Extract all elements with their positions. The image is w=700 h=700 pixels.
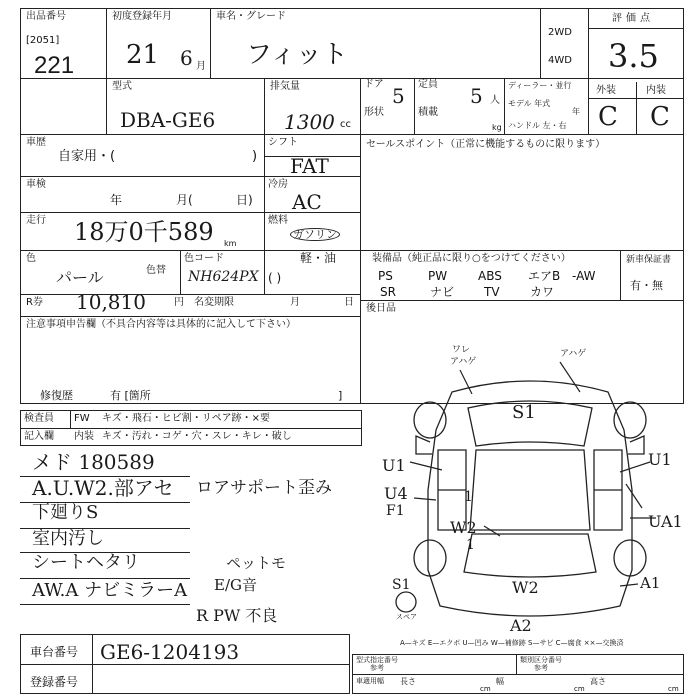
cm-3: cm bbox=[668, 685, 679, 693]
equip-r2-3: カワ bbox=[530, 285, 555, 299]
note-right-line: ロアサポート歪み bbox=[196, 478, 332, 498]
notes-label: 注意事項申告欄（不具合内容等は具体的に記入して下さい） bbox=[26, 319, 296, 330]
shaken-label: 車検 bbox=[26, 179, 46, 190]
fuel-options: 軽・油 bbox=[300, 251, 337, 265]
note-line: AW.A ナビミラーA bbox=[32, 580, 188, 601]
ac-value: AC bbox=[292, 190, 322, 214]
note-right-line: E/G音 bbox=[214, 576, 257, 594]
first-reg-year: 21 bbox=[126, 40, 160, 70]
fuel-label: 燃料 bbox=[268, 215, 288, 226]
ref-label: 参考 bbox=[370, 664, 384, 672]
note-line: A.U.W2.部アセ bbox=[32, 476, 174, 500]
capacity-label: 定員 bbox=[418, 79, 438, 90]
repair-value: 有 [箇所 bbox=[110, 389, 151, 402]
equip-r1-1: PW bbox=[428, 269, 448, 283]
mark-w2-center: W2 bbox=[450, 518, 477, 537]
shaken-year: 年 bbox=[110, 193, 123, 207]
repair-close: ] bbox=[338, 389, 343, 402]
shift-label: シフト bbox=[268, 137, 298, 148]
recycle-label: R券 bbox=[26, 297, 43, 308]
equip-r1-4: -AW bbox=[572, 269, 596, 283]
equipment-label: 装備品（純正品に限り○をつけてください） bbox=[372, 253, 571, 264]
inspector-label: 検査員 bbox=[24, 413, 54, 424]
reg-label: 登録番号 bbox=[30, 675, 79, 689]
history-value: 自家用・( bbox=[58, 149, 116, 164]
note-line: メド 180589 bbox=[32, 450, 155, 474]
mark-ua1: UA1 bbox=[648, 512, 683, 531]
lot-code: [2051] bbox=[26, 35, 60, 46]
lot-number: 221 bbox=[34, 52, 75, 79]
recycle-value: 10,810 bbox=[76, 290, 146, 314]
car-name-label: 車名・グレード bbox=[216, 11, 286, 22]
score-value: 3.5 bbox=[608, 37, 659, 75]
mark-w2-bottom: W2 bbox=[512, 578, 539, 597]
shape-label: 形状 bbox=[364, 107, 384, 118]
name-change-label: 名変期限 bbox=[194, 297, 234, 308]
model-year-label: モデル 年式 bbox=[508, 99, 551, 108]
handle-label: ハンドル 左・右 bbox=[508, 121, 567, 130]
fw-items: キズ・飛石・ヒビ割・リペア跡・×要 bbox=[102, 413, 270, 424]
kg-unit: kg bbox=[492, 123, 502, 132]
damage-legend: A—キズ E—エクボ U—凹み W—補修跡 S—サビ C—腐食 ××—交換済 bbox=[400, 639, 624, 647]
note-right-line: R PW 不良 bbox=[196, 606, 278, 625]
note-line: 室内汚し bbox=[32, 528, 104, 549]
mark-a1: A1 bbox=[640, 574, 661, 592]
shaken-day: 日) bbox=[236, 193, 253, 207]
chassis-value: GE6-1204193 bbox=[100, 640, 240, 664]
equip-r1-2: ABS bbox=[478, 269, 502, 283]
load-label: 積載 bbox=[418, 107, 438, 118]
mark-u1-right: U1 bbox=[648, 450, 672, 469]
shift-value: FAT bbox=[290, 154, 329, 178]
month-unit: 月 bbox=[196, 61, 206, 72]
score-label: 評価点 bbox=[612, 13, 654, 24]
mark-u1-left: U1 bbox=[382, 456, 406, 475]
fw-label: FW bbox=[74, 413, 90, 424]
fuel-value: ガソリン bbox=[290, 228, 340, 241]
color-value: パール bbox=[56, 268, 104, 287]
mark-1b: 1 bbox=[466, 537, 475, 553]
equip-r2-2: TV bbox=[484, 285, 500, 299]
km-unit: km bbox=[224, 239, 237, 248]
lot-label: 出品番号 bbox=[26, 11, 66, 22]
car-name: フィット bbox=[246, 40, 348, 70]
drive-2wd: 2WD bbox=[548, 27, 572, 38]
mileage-value: 18万0千589 bbox=[74, 218, 214, 246]
equip-r1-0: PS bbox=[378, 269, 393, 283]
name-change-month: 月 bbox=[290, 297, 300, 308]
cc-unit: cc bbox=[340, 119, 351, 130]
width-label: 幅 bbox=[496, 677, 504, 686]
ac-label: 冷房 bbox=[268, 179, 288, 190]
doors-label: ドア bbox=[364, 79, 384, 90]
note-line: 下廻りS bbox=[32, 502, 99, 523]
int-items: キズ・汚れ・コゲ・穴・スレ・キレ・破し bbox=[102, 431, 292, 442]
color-label: 色 bbox=[26, 253, 36, 264]
first-reg-month: 6 bbox=[180, 46, 193, 70]
mark-s1-bottom: S1 bbox=[392, 577, 411, 593]
dims-label: 車適用幅 bbox=[356, 677, 384, 685]
rear-seat-label: 後日品 bbox=[366, 303, 396, 314]
equip-r2-0: SR bbox=[380, 285, 396, 299]
warranty-value: 有・無 bbox=[630, 279, 663, 292]
color-no-label: 色替 bbox=[146, 265, 166, 276]
name-change-day: 日 bbox=[344, 297, 354, 308]
mark-top-left-1: ワレ bbox=[452, 345, 471, 355]
height-label: 高さ bbox=[590, 677, 606, 686]
interior-grade: C bbox=[650, 102, 670, 132]
history-close: ) bbox=[252, 149, 258, 164]
mark-u4: U4 bbox=[384, 484, 408, 503]
displacement-value: 1300 bbox=[284, 110, 335, 134]
first-reg-label: 初度登録年月 bbox=[112, 11, 172, 22]
int-label: 内装 bbox=[74, 431, 94, 442]
dealer-label: ディーラー・並行 bbox=[508, 81, 572, 90]
interior-label: 内装 bbox=[646, 85, 666, 96]
mark-top-right: アハゲ bbox=[560, 349, 587, 359]
mark-a2: A2 bbox=[510, 616, 532, 635]
repair-label: 修復歴 bbox=[40, 389, 73, 402]
fuel-paren: ( ) bbox=[268, 271, 282, 285]
equip-r2-1: ナビ bbox=[430, 285, 455, 299]
mark-f1: F1 bbox=[386, 503, 405, 519]
ref2-label: 参考 bbox=[534, 664, 548, 672]
mileage-label: 走行 bbox=[26, 215, 46, 226]
mark-s1: S1 bbox=[512, 402, 536, 423]
cm-2: cm bbox=[574, 685, 585, 693]
history-label: 車歴 bbox=[26, 137, 46, 148]
chassis-label: 車台番号 bbox=[30, 645, 79, 659]
length-label: 長さ bbox=[400, 677, 416, 686]
displacement-label: 排気量 bbox=[270, 81, 300, 92]
model-value: DBA-GE6 bbox=[120, 108, 216, 132]
cm-1: cm bbox=[480, 685, 491, 693]
note-line: シートヘタリ bbox=[32, 552, 140, 573]
person-unit: 人 bbox=[490, 95, 500, 106]
equip-r1-3: エアB bbox=[528, 269, 561, 283]
mark-top-left-2: アハゲ bbox=[450, 357, 477, 367]
exterior-grade: C bbox=[598, 102, 618, 132]
shaken-month: 月( bbox=[176, 193, 193, 207]
mark-1a: 1 bbox=[464, 489, 473, 505]
note-right-line: ペットモ bbox=[226, 554, 287, 572]
shape-cert-label: 型式指定番号 bbox=[356, 656, 398, 664]
yen-unit: 円 bbox=[174, 297, 184, 308]
sales-point-label: セールスポイント（正常に機能するものに限ります） bbox=[366, 139, 606, 150]
year-unit: 年 bbox=[572, 107, 580, 116]
exterior-label: 外装 bbox=[596, 85, 616, 96]
record-label: 記入欄 bbox=[24, 431, 54, 442]
color-code-label: 色コード bbox=[184, 253, 224, 264]
mark-spare: スペア bbox=[396, 613, 417, 621]
color-code: NH624PX bbox=[188, 269, 259, 285]
category-label: 類別区分番号 bbox=[520, 656, 562, 664]
model-label: 型式 bbox=[112, 81, 132, 92]
warranty-label: 新車保証書 bbox=[626, 255, 672, 265]
drive-4wd: 4WD bbox=[548, 55, 572, 66]
capacity-value: 5 bbox=[470, 84, 483, 108]
doors-value: 5 bbox=[392, 84, 405, 108]
